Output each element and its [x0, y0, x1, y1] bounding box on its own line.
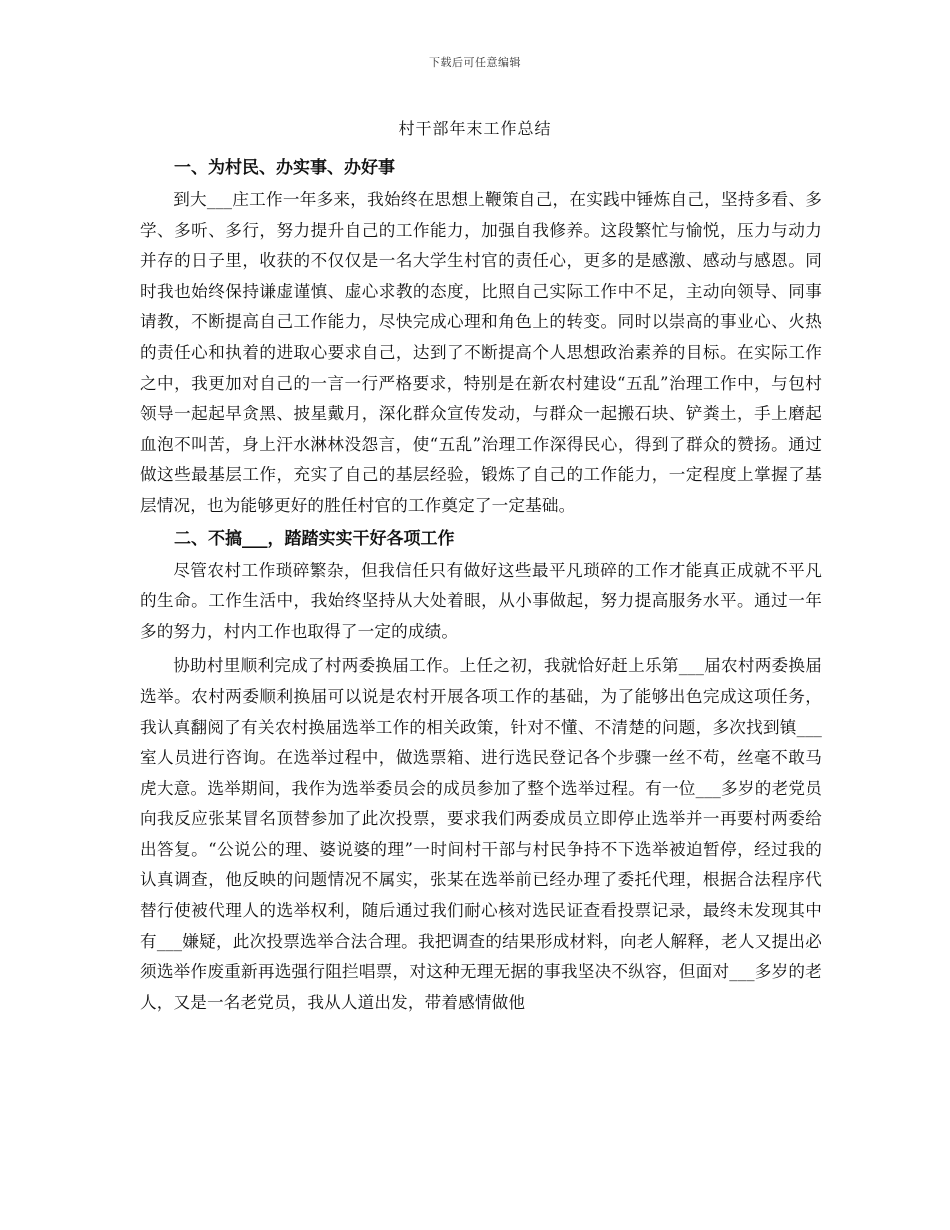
document-body: [140, 153, 822, 1018]
section-1-paragraph-1: 到大___庄工作一年多来，我始终在思想上鞭策自己，在实践中锤炼自己，坚持多看、多学、多听、多行，努力提升自己的工作能力，加强自我修养。这段繁忙与愉悦，压力与动力并存的日子里，收获的不仅仅是一名大学生村官的责任心，更多的是感激、感动与感恩。同时我也始终保持谦虚谨慎、虚心求教的态度，比照自己实际工作中不足，主动向领导、同事请教，不断提高自己工作能力，尽快完成心理和角色上的转变。同时以崇高的事业心、火热的责任心和执着的进取心要求自己，达到了不断提高个人思想政治素养的目标。在实际工作之中，我更加对自己的一言一行严格要求，特别是在新农村建设“五乱”治理工作中，与包村领导一起起早贪黑、披星戴月，深化群众宣传发动，与群众一起搬石块、铲粪土，手上磨起血泡不叫苦，身上汗水淋林没怨言，使“五乱”治理工作深得民心，得到了群众的赞扬。通过做这些最基层工作，充实了自己的基层经验，锻炼了自己的工作能力，一定程度上掌握了基层情况，也为能够更好的胜任村官的工作奠定了一定基础。: [140, 190, 822, 515]
section-2-paragraph-2: 协助村里顺利完成了村两委换届工作。上任之初，我就恰好赶上乐第___届农村两委换届选举。农村两委顺利换届可以说是农村开展各项工作的基础，为了能够出色完成这项任务，我认真翻阅了有关农村换届选举工作的相关政策，针对不懂、不清楚的问题，多次找到镇___室人员进行咨询。在选举过程中，做选票箱、进行选民登记各个步骤一丝不苟，丝毫不敢马虎大意。选举期间，我作为选举委员会的成员参加了整个选举过程。有一位___多岁的老党员向我反应张某冒名顶替参加了此次投票，要求我们两委成员立即停止选举并一再要村两委给出答复。“公说公的理、婆说婆的理”一时间村干部与村民争持不下选举被迫暂停，经过我的认真调查，他反映的问题情况不属实，张某在选举前已经办理了委托代理，根据合法程序代替行使被代理人的选举权利，随后通过我们耐心核对选民证查看投票记录，最终未发现其中有___嫌疑，此次投票选举合法合理。我把调查的结果形成材料，向老人解释，老人又提出必须选举作废重新再选强行阻拦唱票，对这种无理无据的事我坚决不纵容，但面对___多岁的老人，又是一名老党员，我从人道出发，带着感情做他: [140, 656, 822, 1012]
section-heading-1: 一、为村民、办实事、办好事: [174, 158, 395, 178]
section-heading-2: 二、不搞___，踏踏实实干好各项工作: [174, 528, 455, 549]
document-title: 村干部年末工作总结: [398, 119, 552, 138]
section-2-paragraph-1: 尽管农村工作琐碎繁杂，但我信任只有做好这些最平凡琐碎的工作才能真正成就不平凡的生命。工作生活中，我始终坚持从大处着眼，从小事做起，努力提高服务水平。通过一年多的努力，村内工作也取得了一定的成绩。: [140, 560, 822, 641]
header-note: 下载后可任意编辑: [429, 56, 521, 69]
